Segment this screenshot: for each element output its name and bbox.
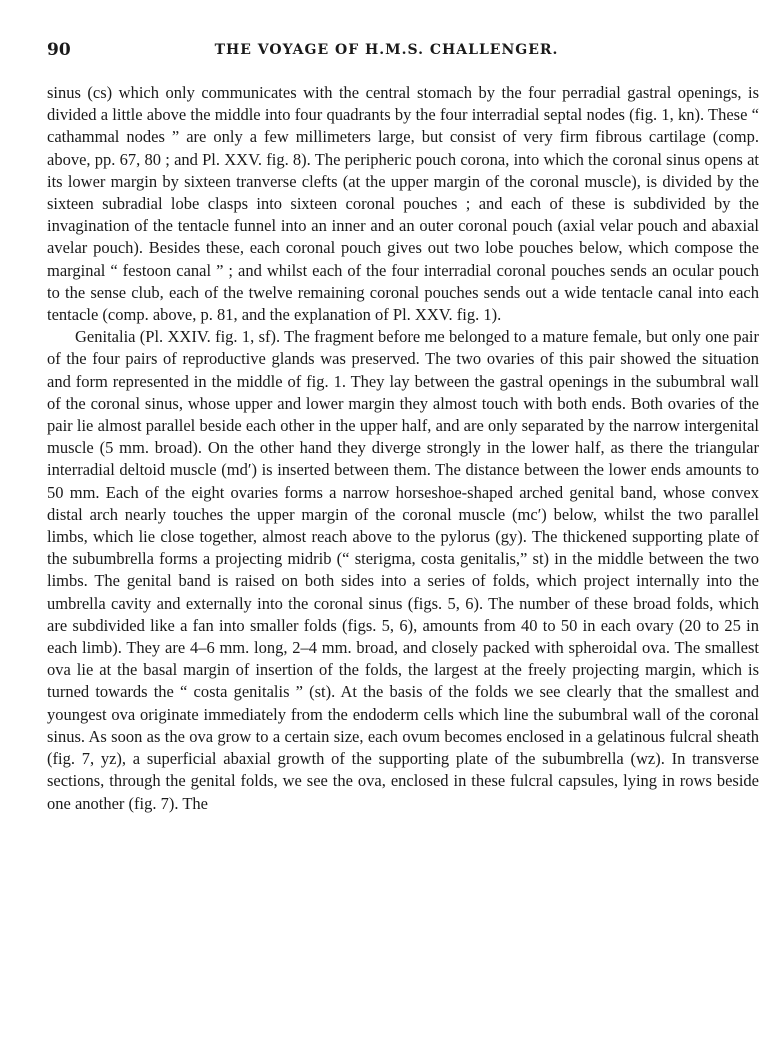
running-title: THE VOYAGE OF H.M.S. CHALLENGER. [214, 42, 559, 58]
page-number: 90 [47, 40, 71, 60]
paragraph-genitalia: Genitalia (Pl. XXIV. fig. 1, sf). The fragment before me belonged to a mature female, but only one pair of the four pairs of reproductive glands was preserved. The two ovaries of this pair showed the situation and form represented in the middle of fig. 1. They lay between the gastral openings in the subumbral wall of the coronal sinus, whose upper and lower margin they almost touch with both ends. Both ovaries of the pair lie almost parallel beside each other in the upper half, and are only separated by the narrow intergenital muscle (5 mm. broad). On the other hand they diverge strongly in the lower half, as there the triangular interradial deltoid muscle (md′) is inserted between them. The distance between the lower ends amounts to 50 mm. Each of the eight ovaries forms a narrow horseshoe-shaped arched genital band, whose convex distal arch nearly touches the upper margin of the coronal muscle (mc′) below, whilst the two parallel limbs, which lie close together, almost reach above to the pylorus (gy). The thickened supporting plate of the subumbrella forms a projecting midrib (“ sterigma, costa genitalis,” st) in the middle between the two limbs. The genital band is raised on both sides into a series of folds, which project internally into the umbrella cavity and externally into the coronal sinus (figs. 5, 6). The number of these broad folds, which are subdivided like a fan into smaller folds (figs. 5, 6), amounts from 40 to 50 in each ovary (20 to 25 in each limb). They are 4–6 mm. long, 2–4 mm. broad, and closely packed with spheroidal ova. The smallest ova lie at the basal margin of insertion of the folds, the largest at the freely projecting margin, which is turned towards the “ costa genitalis ” (st). At the basis of the folds we see clearly that the smallest and youngest ova originate immediately from the endoderm cells which line the subumbral wall of the coronal sinus. As soon as the ova grow to a certain size, each ovum becomes enclosed in a gelatinous fulcral sheath (fig. 7, yz), a superficial abaxial growth of the supporting plate of the subumbrella (wz). In transverse sections, through the genital folds, we see the ova, enclosed in these fulcral capsules, lying in rows beside one another (fig. 7). The [47, 327, 759, 813]
paragraph-coronal-sinus: sinus (cs) which only communicates with the central stomach by the four perradial gastral openings, is divided a little above the middle into four quadrants by the four interradial septal nodes (fig. 1, kn). These “ cathammal nodes ” are only a few millimeters large, but consist of very firm fibrous cartilage (comp. above, pp. 67, 80 ; and Pl. XXV. fig. 8). The peripheric pouch corona, into which the coronal sinus opens at its lower margin by sixteen tranverse clefts (at the upper margin of the coronal muscle), is divided by the sixteen subradial lobe clasps into sixteen coronal pouches ; and each of these is subdivided by the invagination of the tentacle funnel into an inner and an outer coronal pouch (axial velar pouch and abaxial avelar pouch). Besides these, each coronal pouch gives out two lobe pouches below, which compose the marginal “ festoon canal ” ; and whilst each of the four interradial coronal pouches sends an ocular pouch to the sense club, each of the twelve remaining coronal pouches sends out a wide tentacle canal into each tentacle (comp. above, p. 81, and the explanation of Pl. XXV. fig. 1). [47, 83, 759, 325]
page-header [47, 40, 726, 62]
body-text [47, 82, 759, 815]
